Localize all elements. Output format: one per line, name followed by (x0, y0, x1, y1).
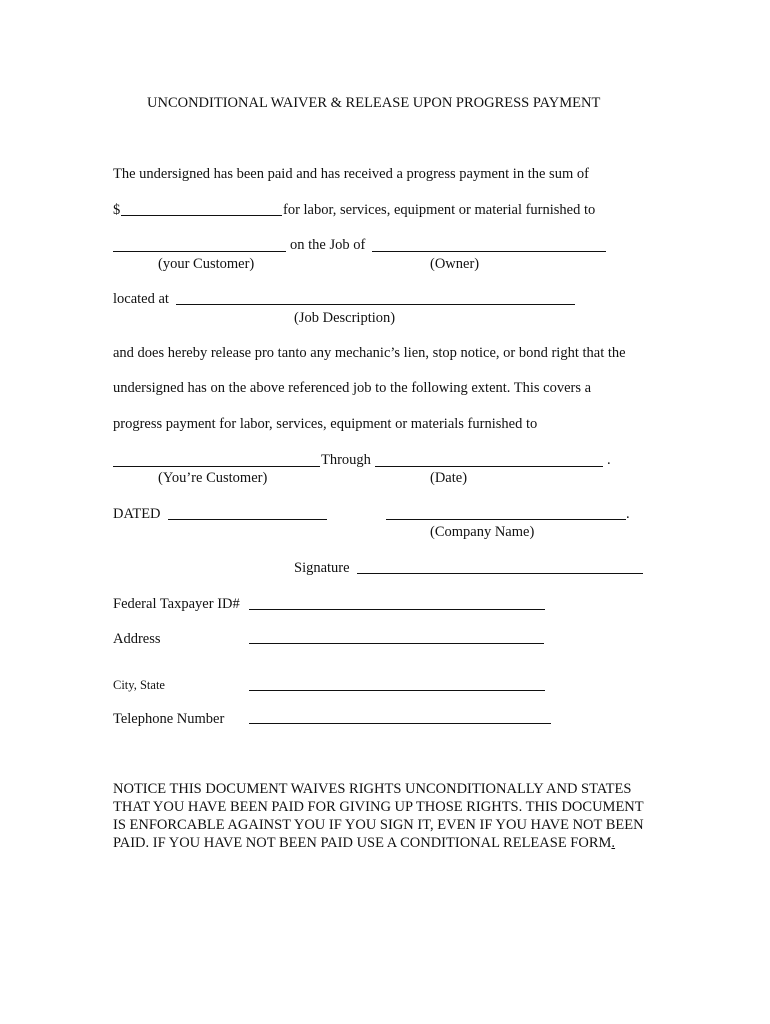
federal-taxpayer-id-label: Federal Taxpayer ID# (113, 596, 240, 612)
through-period: . (607, 452, 611, 468)
owner-field[interactable] (372, 251, 606, 252)
address-label: Address (113, 631, 161, 647)
notice-paragraph (113, 780, 658, 852)
youre-customer-field[interactable] (113, 466, 320, 467)
city-state-field[interactable] (249, 690, 545, 691)
signature-field[interactable] (357, 573, 643, 574)
company-period: . (626, 506, 630, 522)
signature-label: Signature (294, 560, 350, 576)
document-title: UNCONDITIONAL WAIVER & RELEASE UPON PROGRESS PAYMENT (147, 95, 601, 111)
owner-caption: (Owner) (430, 256, 480, 272)
on-job-of-label: on the Job of (290, 237, 366, 253)
dated-label: DATED (113, 506, 161, 522)
job-description-caption: (Job Description) (294, 310, 396, 326)
through-date-field[interactable] (375, 466, 603, 467)
company-name-field[interactable] (386, 519, 626, 520)
dollar-sign: $ (113, 202, 121, 218)
located-at-label: located at (113, 291, 169, 307)
federal-taxpayer-id-field[interactable] (249, 609, 545, 610)
address-field[interactable] (249, 643, 544, 644)
dated-field[interactable] (168, 519, 327, 520)
release-statement-line-3: progress payment for labor, services, equipment or materials furnished to (113, 416, 538, 432)
telephone-field[interactable] (249, 723, 551, 724)
furnished-to-text: for labor, services, equipment or material furnished to (283, 202, 596, 218)
company-name-caption: (Company Name) (430, 524, 535, 540)
payment-statement-line: The undersigned has been paid and has received a progress payment in the sum of (113, 166, 589, 182)
date-caption: (Date) (430, 470, 468, 486)
release-statement-line-1: and does hereby release pro tanto any mechanic’s lien, stop notice, or bond right that the (113, 345, 626, 361)
job-location-field[interactable] (176, 304, 575, 305)
customer-field[interactable] (113, 251, 286, 252)
payment-amount-field[interactable] (121, 215, 282, 216)
through-label: Through (321, 452, 371, 468)
notice-end-mark: . (611, 835, 616, 851)
telephone-label: Telephone Number (113, 711, 225, 727)
your-customer-caption: (your Customer) (158, 256, 255, 272)
city-state-label: City, State (113, 678, 165, 692)
youre-customer-caption: (You’re Customer) (158, 470, 268, 486)
release-statement-line-2: undersigned has on the above referenced job to the following extent. This covers a (113, 380, 592, 396)
notice-text: NOTICE THIS DOCUMENT WAIVES RIGHTS UNCONDITIONALLY AND STATES THAT YOU HAVE BEEN PAID FOR GIVING UP THOSE RIGHTS. THIS DOCUMENT IS ENFORCABLE AGAINST YOU IF YOU SIGN IT, EVEN IF YOU HAVE NOT BEEN PAID. IF YOU HAVE NOT BEEN PAID USE A CONDITIONAL RELEASE FORM (113, 781, 644, 851)
